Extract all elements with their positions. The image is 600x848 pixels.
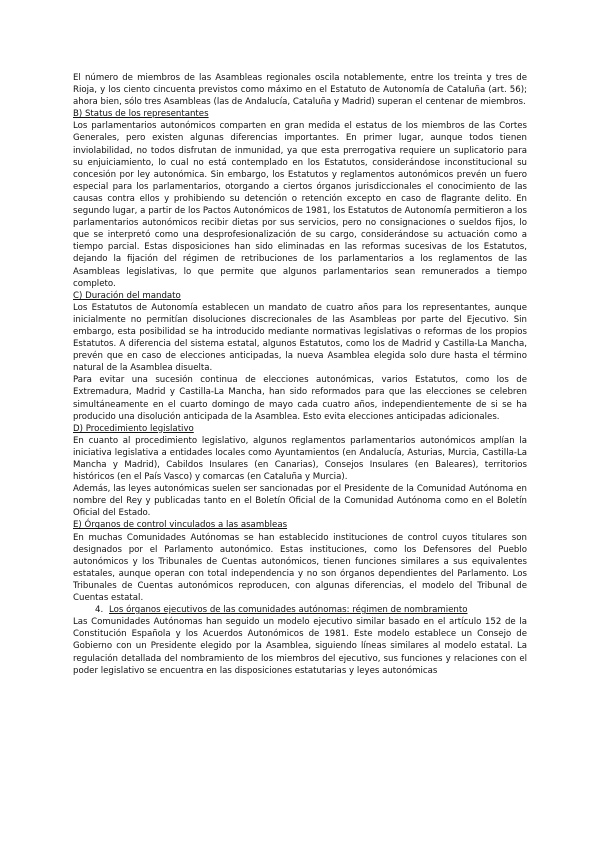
section-title: Los órganos ejecutivos de las comunidades autónomas: régimen de nombramiento — [109, 605, 468, 616]
section-number: 4. — [95, 605, 104, 616]
section-heading-status: B) Status de los representantes — [73, 109, 209, 120]
paragraph-procedimiento-2: Además, las leyes autonómicas suelen ser sancionadas por el Presidente de la Comunidad Autónoma en nombre del Rey y publicadas tanto en el Boletín Oficial de la Comunidad Autónoma como en el Boletín Oficial del Estado. — [73, 484, 527, 519]
section-heading-organos-control: E) Órganos de control vinculados a las asambleas — [73, 520, 288, 531]
paragraph-duracion-1: Los Estatutos de Autonomía establecen un mandato de cuatro años para los representantes, aunque inicialmente no permitían disoluciones discrecionales de las Asambleas por parte del Ejecutivo. Sin embargo, esta posibilidad se ha introducido mediante normativas legislativas o reformas de los propios Estatutos. A diferencia del sistema estatal, algunos Estatutos, como los de Madrid y Castilla-La Mancha, prevén que en caso de elecciones anticipadas, la nueva Asamblea elegida solo dure hasta el término natural de la Asamblea disuelta. — [73, 302, 527, 374]
section-heading-procedimiento: D) Procedimiento legislativo — [73, 423, 194, 434]
paragraph-organos-ejecutivos: Las Comunidades Autónomas han seguido un modelo ejecutivo similar basado en el artículo 152 de la Constitución Española y los Acuerdos Autonómicos de 1981. Este modelo establece un Consejo de Gobierno con un Presidente elegido por la Asamblea, siguiendo líneas similares al modelo estatal. La regulación detallada del nombramiento de los miembros del ejecutivo, sus funciones y relaciones con el poder legislativo se encuentra en las disposiciones estatutarias y leyes autonómicas — [73, 617, 527, 676]
paragraph-procedimiento-1: En cuanto al procedimiento legislativo, algunos reglamentos parlamentarios autonómicos amplían la iniciativa legislativa a entidades locales como Ayuntamientos (en Andalucía, Asturias, Murcia, Castilla-La Mancha y Madrid), Cabildos Insulares (en Canarias), Consejos Insulares (en Baleares), territorios históricos (en el País Vasco) y comarcas (en Cataluña y Murcia). — [73, 435, 527, 483]
document-page — [73, 72, 527, 677]
paragraph-organos-control: En muchas Comunidades Autónomas se han establecido instituciones de control cuyos titulares son designados por el Parlamento autonómico. Estas instituciones, como los Defensores del Pueblo autonómicos y los Tribunales de Cuentas autonómicos, tienen funciones similares a sus equivalentes estatales, aunque operan con total independencia y no son órganos dependientes del Parlamento. Los Tribunales de Cuentas autonómicos reproducen, con algunas diferencias, el modelo del Tribunal de Cuentas estatal. — [73, 532, 527, 604]
paragraph-duracion-2: Para evitar una sucesión continua de elecciones autonómicas, varios Estatutos, como los de Extremadura, Madrid y Castilla-La Mancha, han sido reformados para que las elecciones se celebren simultáneamente en el cuarto domingo de mayo cada cuatro años, independientemente de si se ha producido una disolución anticipada de la Asamblea. Esto evita elecciones anticipadas adicionales. — [73, 375, 527, 422]
paragraph-asambleas-members: El número de miembros de las Asambleas regionales oscila notablemente, entre los treinta y tres de Rioja, y los ciento cincuenta previstos como máximo en el Estatuto de Autonomía de Cataluña (art. 56); ahora bien, sólo tres Asambleas (las de Andalucía, Cataluña y Madrid) superan el centenar de miembros. — [73, 73, 527, 108]
section-heading-duracion: C) Duración del mandato — [73, 290, 181, 301]
section-heading-organos-ejecutivos — [73, 604, 527, 616]
paragraph-status: Los parlamentarios autonómicos comparten en gran medida el estatus de los miembros de las Cortes Generales, pero existen algunas diferencias importantes. En primer lugar, aunque todos tienen inviolabilidad, no todos disfrutan de inmunidad, ya que esta prerrogativa requiere un suplicatorio para su enjuiciamiento, lo cual no está contemplado en los Estatutos, considerándose inconstitucional su concesión por ley autonómica. Sin embargo, los Estatutos y reglamentos autonómicos prevén un fuero especial para los parlamentarios, otorgando a ciertos órganos jurisdiccionales el conocimiento de las causas contra ellos y prohibiendo su detención o retención excepto en caso de flagrante delito. En segundo lugar, a partir de los Pactos Autonómicos de 1981, los Estatutos de Autonomía permitieron a los parlamentarios autonómicos recibir dietas por sus servicios, pero no consignaciones o sueldos fijos, lo que se interpretó como una desprofesionalización de su cargo, considerándose su actuación como a tiempo parcial. Estas disposiciones han sido eliminadas en las reformas sucesivas de los Estatutos, dejando la fijación del régimen de retribuciones de los parlamentarios a los reglamentos de las Asambleas legislativas, lo que permite que algunos parlamentarios sean remunerados a tiempo completo. — [73, 121, 527, 289]
